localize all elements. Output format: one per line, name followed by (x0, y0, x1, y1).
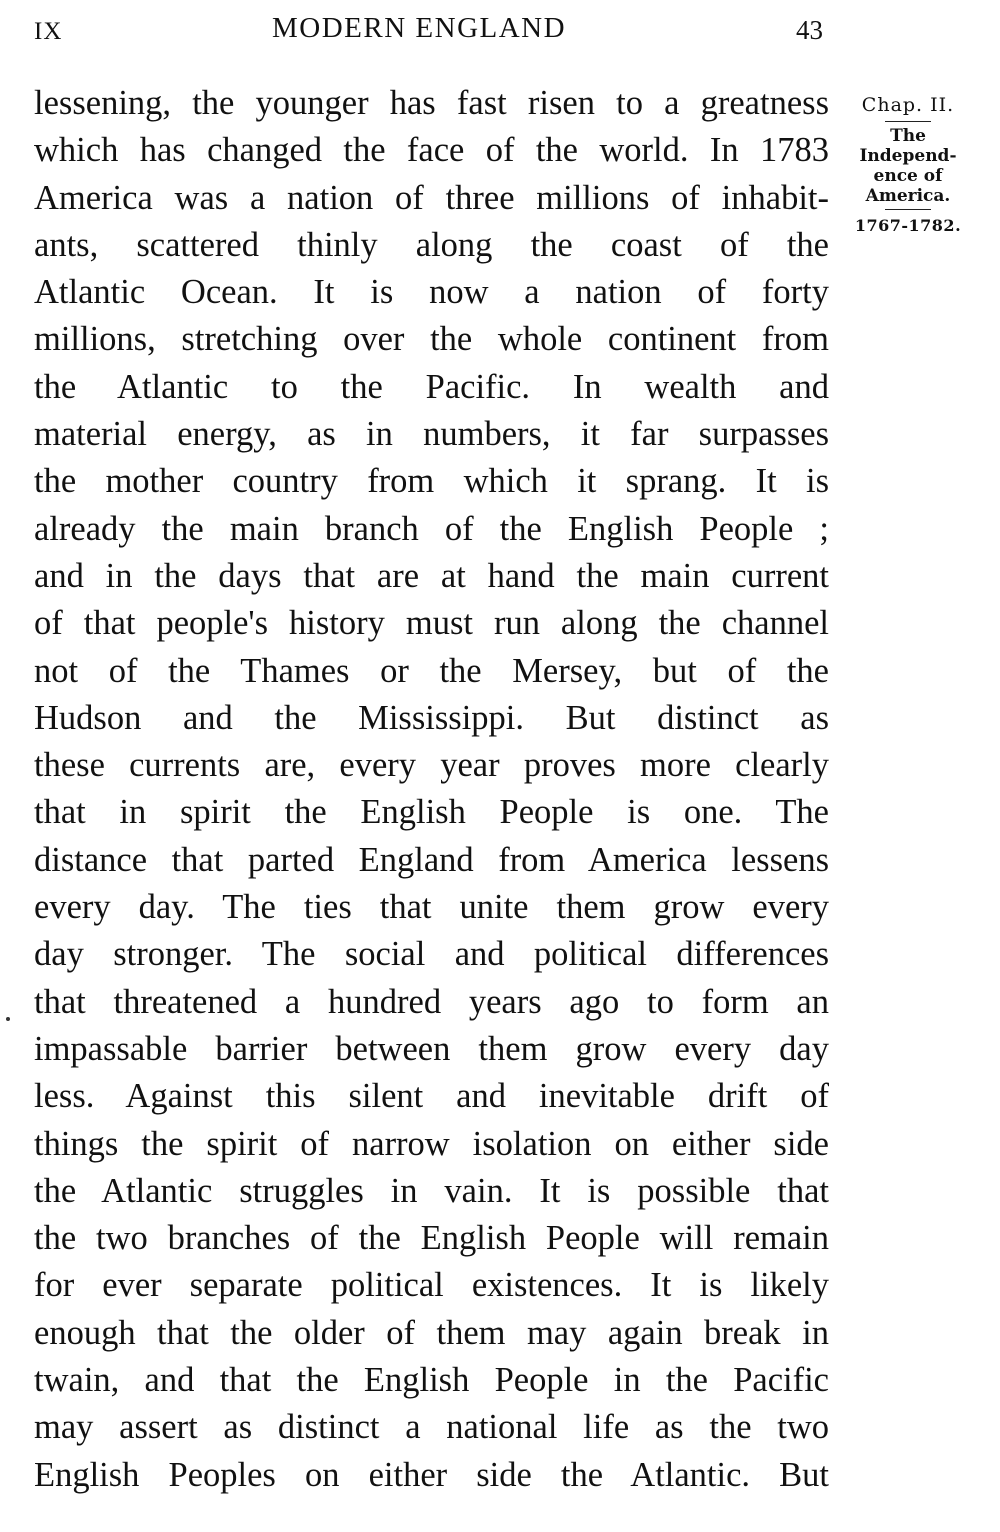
text-line: that in spirit the English People is one. The (34, 793, 829, 832)
marginal-note (848, 92, 968, 238)
text-line: Atlantic Ocean. It is now a nation of forty (34, 273, 829, 312)
print-speck (6, 1017, 10, 1021)
text-line: lessening, the younger has fast risen to a greatness (34, 84, 829, 122)
text-line: English Peoples on either side the Atlantic. But (34, 1455, 829, 1494)
text-line: the Atlantic to the Pacific. In wealth and (34, 367, 829, 406)
text-line: that threatened a hundred years ago to form an (34, 982, 829, 1021)
text-line: twain, and that the English People in the Pacific (34, 1361, 829, 1400)
margin-topic-line: Independ- (859, 146, 957, 166)
margin-topic-line: ence of (873, 166, 943, 186)
text-line: for ever separate political existences. It is likely (34, 1266, 829, 1305)
body-text (34, 80, 829, 1499)
text-line: Hudson and the Mississippi. But distinct as (34, 698, 829, 737)
text-line: enough that the older of them may again break in (34, 1313, 829, 1352)
text-line: material energy, as in numbers, it far surpasses (34, 415, 829, 454)
text-line: the Atlantic struggles in vain. It is possible that (34, 1171, 829, 1210)
margin-topic-line: America. (865, 186, 951, 206)
text-line: which has changed the face of the world. In 1783 (34, 131, 829, 170)
text-line: the two branches of the English People will remain (34, 1219, 829, 1258)
text-line: every day. The ties that unite them grow every (34, 888, 829, 927)
page-number: 43 (796, 15, 823, 45)
text-line: day stronger. The social and political differences (34, 935, 829, 974)
text-line: already the main branch of the English People ; (34, 509, 829, 548)
margin-chapter-label: Chap. II. (861, 94, 955, 116)
text-line: not of the Thames or the Mersey, but of the (34, 651, 829, 690)
running-header (0, 12, 1000, 48)
text-line: may assert as distinct a national life as the two (34, 1408, 829, 1447)
text-line: less. Against this silent and inevitable drift of (34, 1077, 829, 1116)
text-line: and in the days that are at hand the main current (34, 556, 829, 595)
text-line: distance that parted England from America lessens (34, 840, 829, 879)
margin-topic-line: The (890, 126, 926, 146)
text-line: millions, stretching over the whole continent from (34, 320, 829, 359)
text-line: things the spirit of narrow isolation on either side (34, 1124, 829, 1163)
text-line: these currents are, every year proves more clearly (34, 746, 829, 785)
margin-divider (885, 121, 931, 122)
text-line: of that people's history must run along the channel (34, 604, 829, 643)
text-line: the mother country from which it sprang. It is (34, 462, 829, 501)
header-chapter-number: IX (34, 18, 63, 45)
text-line: impassable barrier between them grow every day (34, 1029, 829, 1068)
text-line: ants, scattered thinly along the coast of the (34, 225, 829, 264)
text-line: America was a nation of three millions of inhabit- (34, 178, 829, 217)
margin-divider (885, 209, 931, 210)
header-title: MODERN ENGLAND (272, 12, 567, 44)
margin-dates: 1767-1782. (854, 216, 962, 235)
